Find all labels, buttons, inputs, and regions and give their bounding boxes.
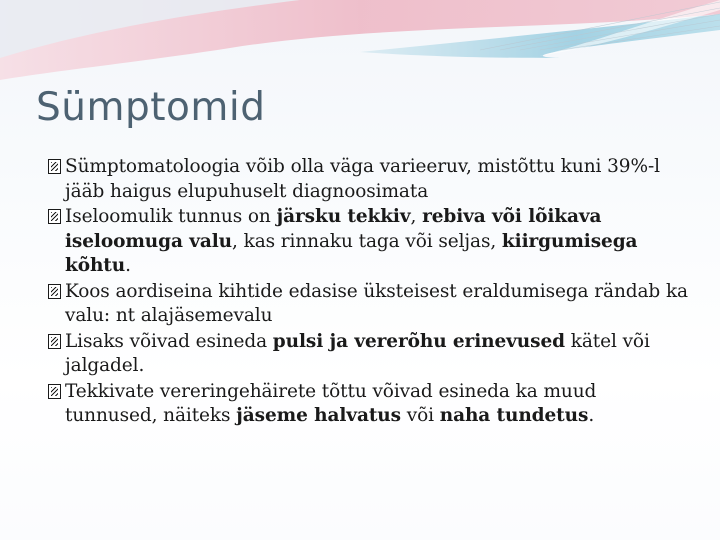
bullet-text: Lisaks võivad esineda bbox=[65, 330, 273, 352]
bullet-text: . bbox=[125, 255, 131, 276]
bullet-emphasis: rebiva või lõikava iseloomuga valu bbox=[65, 206, 602, 252]
bullet-text: kätel või jalgadel. bbox=[65, 330, 650, 376]
bullet-text: , bbox=[410, 206, 423, 227]
bullet-list bbox=[48, 155, 688, 430]
bullet-emphasis: naha tundetus bbox=[439, 405, 589, 426]
bullet-text: Tekkivate vereringehäirete tõttu võivad esineda ka muud tunnused, näiteks bbox=[65, 380, 597, 426]
bullet-emphasis: järsku tekkiv bbox=[276, 206, 411, 227]
bullet-marker-icon bbox=[48, 384, 61, 399]
header-decoration bbox=[0, 0, 720, 90]
bullet-text: . bbox=[588, 405, 595, 426]
bullet-marker-icon bbox=[48, 159, 61, 174]
bullet-marker-icon bbox=[48, 334, 61, 349]
slide-title: Sümptomid bbox=[36, 85, 266, 130]
bullet-emphasis: pulsi ja vererõhu erinevused bbox=[272, 330, 565, 352]
bullet-text: või bbox=[400, 405, 440, 426]
bullet-emphasis: kiirgumisega kõhtu bbox=[65, 230, 638, 276]
bullet-item bbox=[48, 155, 688, 204]
bullet-marker-icon bbox=[48, 284, 61, 299]
bullet-item bbox=[48, 205, 688, 279]
bullet-item bbox=[48, 330, 688, 379]
bullet-text: Sümptomatoloogia võib olla väga varieeruv, mistõttu kuni 39%-l jääb haigus elupuhuselt diagnoosimata bbox=[65, 156, 660, 202]
bullet-emphasis: jäseme halvatus bbox=[236, 405, 401, 426]
bullet-item bbox=[48, 280, 688, 329]
bullet-item bbox=[48, 380, 688, 429]
bullet-text: Iseloomulik tunnus on bbox=[65, 206, 277, 227]
bullet-text: Koos aordiseina kihtide edasise üksteisest eraldumisega rändab ka valu: nt alajäsemevalu bbox=[65, 280, 688, 326]
bullet-marker-icon bbox=[48, 209, 61, 224]
bullet-text: , kas rinnaku taga või seljas, bbox=[232, 230, 502, 252]
